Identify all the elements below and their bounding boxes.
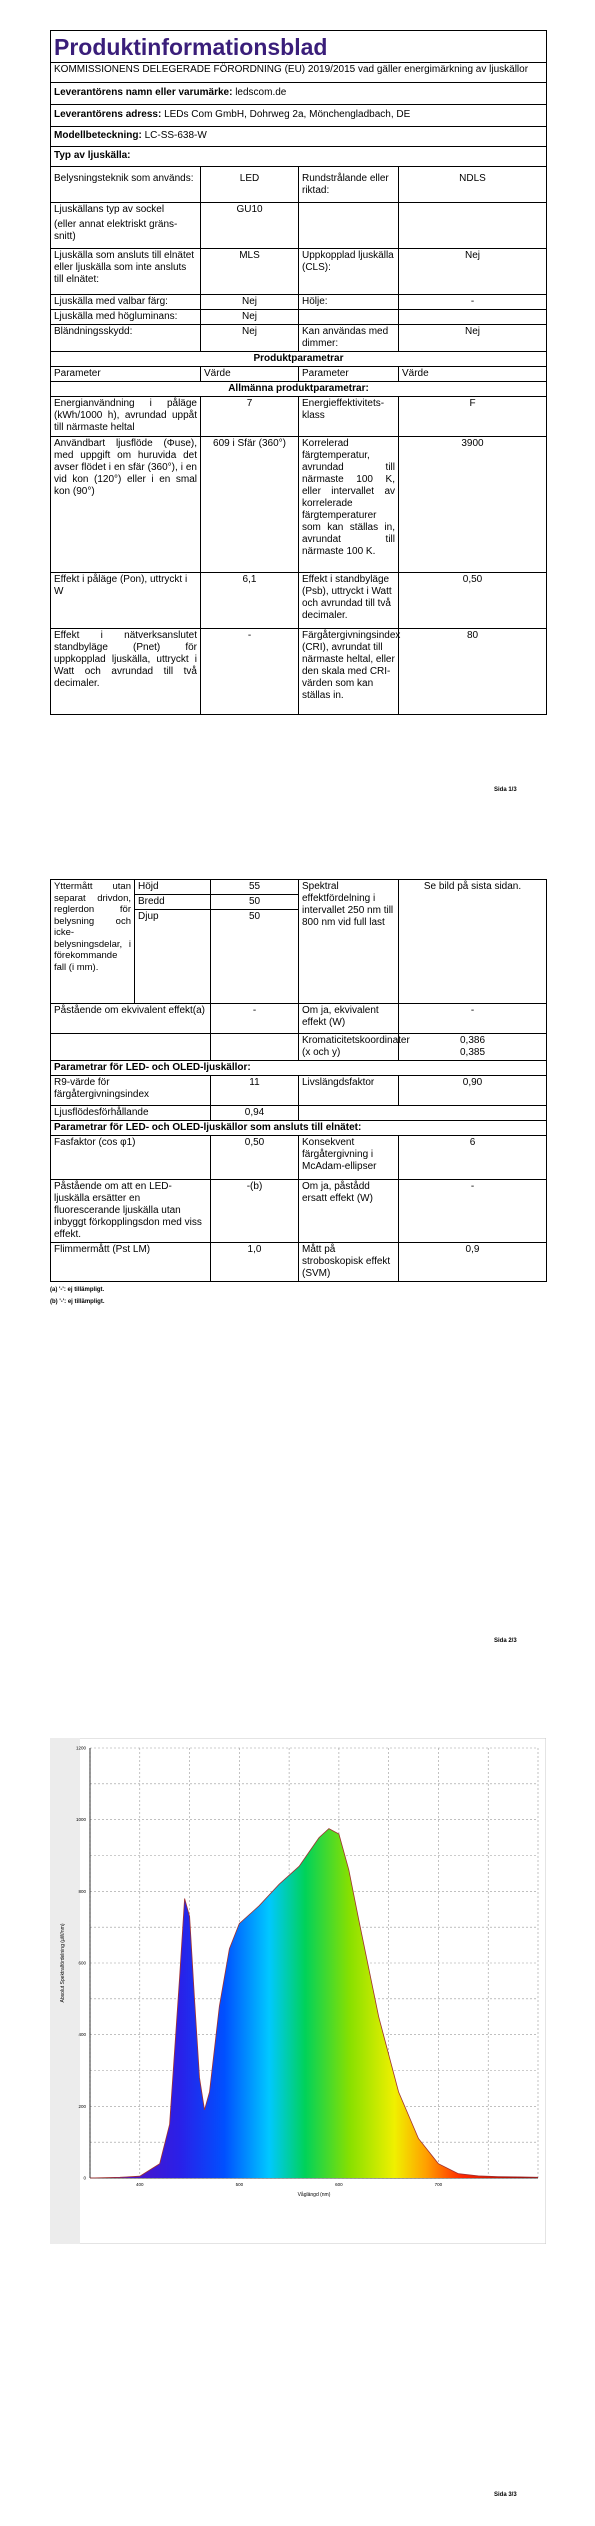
type-row bbox=[51, 203, 547, 249]
equiv-row bbox=[51, 1004, 547, 1034]
param-label-2: Effekt i standbyläge (Psb), uttryckt i Watt och avrundad till två decimaler. bbox=[299, 573, 399, 629]
replace-value: -(b) bbox=[211, 1180, 299, 1243]
r9-value: 11 bbox=[211, 1076, 299, 1106]
product-info-table-2 bbox=[50, 879, 547, 1282]
svm-value: 0,9 bbox=[399, 1243, 547, 1282]
param-value: - bbox=[201, 629, 299, 715]
spectrum-chart bbox=[50, 1738, 546, 2244]
col-parameter-2: Parameter bbox=[299, 367, 399, 382]
type-label: Ljuskälla som ansluts till elnätet eller ljuskälla som inte ansluts till elnätet: bbox=[51, 249, 201, 295]
param-value: 7 bbox=[201, 397, 299, 437]
macadam-label: Konsekvent färgåtergivning i McAdam-ellipser bbox=[299, 1136, 399, 1180]
dim-value-width: 50 bbox=[211, 895, 299, 910]
param-value: 6,1 bbox=[201, 573, 299, 629]
spectrum-chart-svg bbox=[50, 1738, 546, 2244]
page-number-1: Sida 1/3 bbox=[494, 787, 517, 793]
chroma-y: 0,385 bbox=[459, 1047, 486, 1058]
maint-value: 0,94 bbox=[211, 1106, 299, 1121]
spectral-label: Spektral effektfördelning i intervallet 250 nm till 800 nm vid full last bbox=[299, 880, 399, 1004]
col-value-2: Värde bbox=[399, 367, 547, 382]
model-row bbox=[51, 127, 547, 147]
type-label: Belysningsteknik som används: bbox=[51, 167, 201, 203]
chroma-x: 0,386 bbox=[459, 1035, 486, 1046]
type-label: Ljuskälla med högluminans: bbox=[51, 310, 201, 325]
r9-row bbox=[51, 1076, 547, 1106]
type-row bbox=[51, 167, 547, 203]
footnote-b: (b) '-': ej tillämpligt. bbox=[50, 1299, 105, 1305]
param-row bbox=[51, 437, 547, 573]
supplier-address-value: LEDs Com GmbH, Dohrweg 2a, Mönchengladbach, DE bbox=[164, 109, 411, 120]
dim-value-depth: 50 bbox=[211, 910, 299, 1004]
param-row bbox=[51, 397, 547, 437]
param-label: Energianvändning i påläge (kWh/1000 h), avrundad uppåt till närmaste heltal bbox=[51, 397, 201, 437]
maint-empty bbox=[299, 1106, 547, 1121]
type-value: Nej bbox=[201, 325, 299, 352]
led-params-header: Parametrar för LED- och OLED-ljuskällor: bbox=[51, 1061, 547, 1076]
type-label-2: Rundstrålande eller riktad: bbox=[299, 167, 399, 203]
param-value: 609 i Sfär (360°) bbox=[201, 437, 299, 573]
y-tick-label: 1000 bbox=[75, 1817, 86, 1823]
chroma-label: Kromaticitetskoordinater (x och y) bbox=[299, 1034, 399, 1061]
dims-label: Yttermått utan separat drivdon, reglerdon för belysning och icke-belysningsdelar, i förekommande fall (i mm). bbox=[51, 880, 135, 1004]
pf-row bbox=[51, 1136, 547, 1180]
page-number-3: Sida 3/3 bbox=[494, 2492, 517, 2498]
param-label: Effekt i påläge (Pon), uttryckt i W bbox=[51, 573, 201, 629]
params-column-headers bbox=[51, 367, 547, 382]
macadam-value: 6 bbox=[399, 1136, 547, 1180]
type-value-2: NDLS bbox=[399, 167, 547, 203]
param-value-2: 80 bbox=[399, 629, 547, 715]
type-row bbox=[51, 310, 547, 325]
supplier-brand-row bbox=[51, 83, 547, 105]
type-label-note: (eller annat elektriskt gräns-snitt) bbox=[54, 219, 178, 242]
x-tick-label: 700 bbox=[434, 2182, 443, 2187]
supplier-address-row bbox=[51, 105, 547, 127]
mains-params-header: Parametrar för LED- och OLED-ljuskällor som ansluts till elnätet: bbox=[51, 1121, 547, 1136]
flicker-label: Flimmermått (Pst LM) bbox=[51, 1243, 211, 1282]
type-value-2 bbox=[399, 203, 547, 249]
regulation-subtitle: KOMMISSIONENS DELEGERADE FÖRORDNING (EU) 2019/2015 vad gäller energimärkning av ljuskällor bbox=[51, 63, 547, 83]
product-info-table-1 bbox=[50, 30, 547, 715]
params-header: Produktparametrar bbox=[51, 352, 547, 367]
y-tick-label: 600 bbox=[78, 1960, 86, 1966]
dim-label-width: Bredd bbox=[135, 895, 211, 910]
type-value-2 bbox=[399, 310, 547, 325]
x-tick-label: 400 bbox=[136, 2182, 144, 2187]
pf-value: 0,50 bbox=[211, 1136, 299, 1180]
equiv-label: Påstående om ekvivalent effekt(a) bbox=[51, 1004, 211, 1034]
param-value-2: F bbox=[399, 397, 547, 437]
chart-ylabel: Absolut Spektralfördelning (µW/nm) bbox=[60, 1923, 66, 2003]
flicker-value: 1,0 bbox=[211, 1243, 299, 1282]
page-title: Produktinformationsblad bbox=[51, 31, 547, 63]
supplier-brand-label: Leverantörens namn eller varumärke: bbox=[54, 87, 233, 98]
replace-label: Påstående om att en LED-ljuskälla ersätter en fluorescerande ljuskälla utan inbyggt förkopplingsdon med viss effekt. bbox=[51, 1180, 211, 1243]
dim-label-height: Höjd bbox=[135, 880, 211, 895]
model-label: Modellbeteckning: bbox=[54, 130, 142, 141]
type-label-2: Uppkopplad ljuskälla (CLS): bbox=[299, 249, 399, 295]
supplier-brand-value: ledscom.de bbox=[235, 87, 287, 98]
equiv-w-label: Om ja, ekvivalent effekt (W) bbox=[299, 1004, 399, 1034]
chroma-values bbox=[399, 1034, 547, 1061]
replace-w-label: Om ja, påstådd ersatt effekt (W) bbox=[299, 1180, 399, 1243]
type-row bbox=[51, 295, 547, 310]
equiv-value: - bbox=[211, 1004, 299, 1034]
dim-value-height: 55 bbox=[211, 880, 299, 895]
page-2 bbox=[50, 879, 546, 1307]
type-label-2: Hölje: bbox=[299, 295, 399, 310]
footnote-a: (a) '-': ej tillämpligt. bbox=[50, 1287, 105, 1293]
maint-label: Ljusflödesförhållande bbox=[51, 1106, 211, 1121]
y-tick-label: 200 bbox=[78, 2103, 86, 2109]
param-row bbox=[51, 573, 547, 629]
type-value: MLS bbox=[201, 249, 299, 295]
col-value: Värde bbox=[201, 367, 299, 382]
chroma-empty-2 bbox=[211, 1034, 299, 1061]
equiv-w-value: - bbox=[399, 1004, 547, 1034]
col-parameter: Parameter bbox=[51, 367, 201, 382]
chroma-empty bbox=[51, 1034, 211, 1061]
type-label-cell bbox=[51, 203, 201, 249]
param-label-2: Korrelerad färgtemperatur, avrundad till närmaste 100 K, eller intervallet av korrelerade färgtemperaturer som kan ställas in, avrundat till närmaste 100 K. bbox=[299, 437, 399, 573]
dim-label-depth: Djup bbox=[135, 910, 211, 1004]
maintenance-row bbox=[51, 1106, 547, 1121]
x-tick-label: 600 bbox=[335, 2182, 343, 2187]
chroma-row bbox=[51, 1034, 547, 1061]
param-label-2: Färgåtergivningsindex (CRI), avrundat till närmaste heltal, eller den skala med CRI-värden som kan ställas in. bbox=[299, 629, 399, 715]
y-tick-label: 1200 bbox=[75, 1745, 86, 1751]
type-label: Bländningsskydd: bbox=[51, 325, 201, 352]
y-tick-label: 400 bbox=[78, 2032, 86, 2038]
param-label: Användbart ljusflöde (Φuse), med uppgift om huruvida det avser flödet i en sfär (360°), i en vid kon (120°) eller i en smal kon (90°) bbox=[51, 437, 201, 573]
dims-row bbox=[51, 880, 547, 895]
supplier-address-label: Leverantörens adress: bbox=[54, 109, 162, 120]
type-label-2: Kan användas med dimmer: bbox=[299, 325, 399, 352]
x-tick-label: 500 bbox=[235, 2182, 244, 2187]
flicker-row bbox=[51, 1243, 547, 1282]
y-tick-label: 0 bbox=[83, 2175, 86, 2181]
type-label: Ljuskällans typ av sockel bbox=[54, 204, 165, 215]
life-label: Livslängdsfaktor bbox=[299, 1076, 399, 1106]
type-value-2: Nej bbox=[399, 325, 547, 352]
type-value: GU10 bbox=[201, 203, 299, 249]
type-row bbox=[51, 249, 547, 295]
param-value-2: 3900 bbox=[399, 437, 547, 573]
y-tick-label: 800 bbox=[78, 1888, 86, 1894]
type-row bbox=[51, 325, 547, 352]
type-value-2: Nej bbox=[399, 249, 547, 295]
svm-label: Mått på stroboskopisk effekt (SVM) bbox=[299, 1243, 399, 1282]
type-value: Nej bbox=[201, 310, 299, 325]
type-value: Nej bbox=[201, 295, 299, 310]
param-row bbox=[51, 629, 547, 715]
type-header: Typ av ljuskälla: bbox=[51, 147, 547, 167]
general-params-header: Allmänna produktparametrar: bbox=[51, 382, 547, 397]
type-value: LED bbox=[201, 167, 299, 203]
type-value-2: - bbox=[399, 295, 547, 310]
page-1 bbox=[50, 30, 546, 715]
spectral-value: Se bild på sista sidan. bbox=[399, 880, 547, 1004]
type-label: Ljuskälla med valbar färg: bbox=[51, 295, 201, 310]
chart-xlabel: Våglängd (nm) bbox=[297, 2192, 331, 2198]
life-value: 0,90 bbox=[399, 1076, 547, 1106]
pf-label: Fasfaktor (cos φ1) bbox=[51, 1136, 211, 1180]
replace-row bbox=[51, 1180, 547, 1243]
param-label-2: Energieffektivitets-klass bbox=[299, 397, 399, 437]
param-label: Effekt i nätverksanslutet standbyläge (Pnet) för uppkopplad ljuskälla, uttryckt i Watt och avrundad till två decimaler. bbox=[51, 629, 201, 715]
model-value: LC-SS-638-W bbox=[144, 130, 207, 141]
type-label-2 bbox=[299, 203, 399, 249]
replace-w-value: - bbox=[399, 1180, 547, 1243]
type-label-2 bbox=[299, 310, 399, 325]
param-value-2: 0,50 bbox=[399, 573, 547, 629]
page-number-2: Sida 2/3 bbox=[494, 1638, 517, 1644]
r9-label: R9-värde för färgåtergivningsindex bbox=[51, 1076, 211, 1106]
